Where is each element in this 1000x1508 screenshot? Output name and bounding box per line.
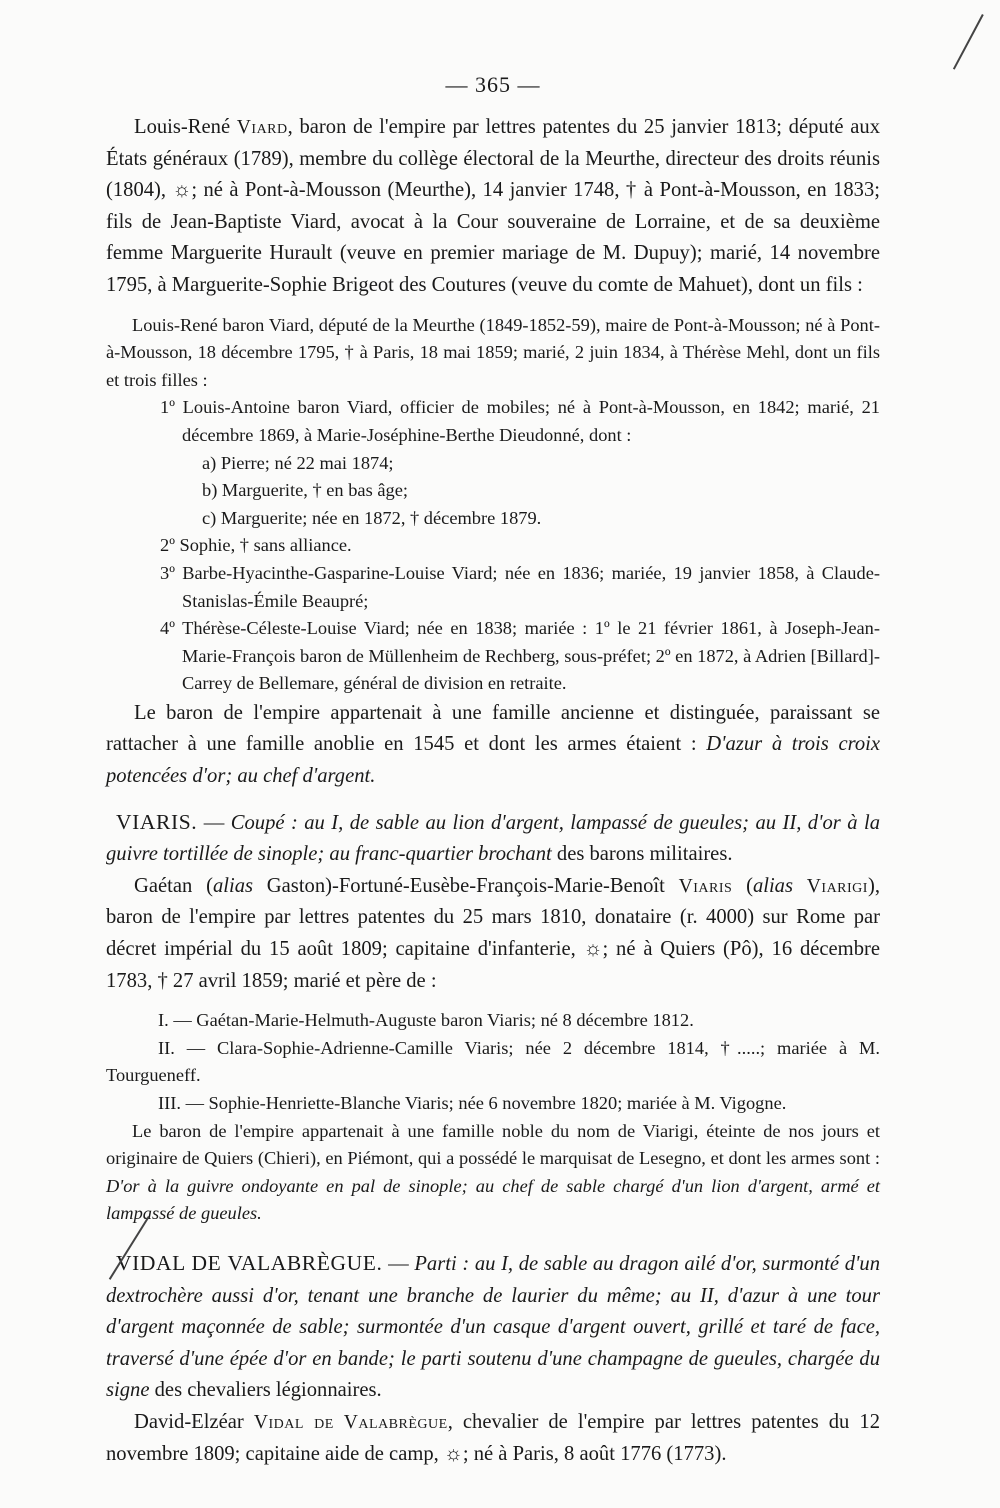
entry-name: VIARIS.	[116, 809, 198, 834]
entry-viaris	[106, 807, 880, 1228]
viard-paragraph-1: Louis-René Viard, baron de l'empire par lettres patentes du 25 janvier 1813; député aux États généraux (1789), membre du collège électoral de la Meurthe, directeur des droits réunis (1804), ☼; né à Pont-à-Mousson (Meurthe), 14 janvier 1748, † à Pont-à-Mousson, en 1833; fils de Jean-Baptiste Viard, avocat à la Cour souveraine de Lorraine, et de sa deuxième femme Marguerite Hurault (veuve en premier mariage de M. Dupuy); marié, 14 novembre 1795, à Marguerite-Sophie Brigeot des Coutures (veuve du comte de Mahuet), dont un fils :	[106, 116, 880, 296]
arms-blazon: Coupé : au I, de sable au lion d'argent, lampassé de gueules; au II, d'or à la guivre tortillée de sinople; au franc-quartier brochant	[106, 811, 881, 866]
vidal-heading: VIDAL DE VALABRÈGUE. — Parti : au I, de sable au dragon ailé d'or, surmonté d'un dextrochère aussi d'or, tenant une branche de laurier du même; au II, d'azur à une tour d'argent maçonnée de sable; surmontée d'un casque d'argent ouvert, grillé et taré de face, traversé d'une épée d'or en bande; le parti soutenu d'une champagne de gueules, chargée du signe des chevaliers légionnaires.	[106, 1250, 880, 1402]
person-name: Viard	[236, 117, 288, 138]
arms-blazon: Parti : au I, de sable au dragon ailé d'or, surmonté d'un dextrochère aussi d'or, tenant une branche de laurier du même; au II, d'azur à une tour d'argent maçonnée de sable; surmontée d'un casque d'argent ouvert, grillé et taré de face, traversé d'une épée d'or en bande; le parti soutenu d'une champagne de gueules, chargée du signe	[106, 1252, 880, 1402]
viard-grandchild-a: a) Pierre; né 22 mai 1874;	[202, 452, 394, 473]
entry-viard	[106, 112, 880, 793]
person-name: Vidal de Valabrègue	[253, 1411, 448, 1433]
viaris-child-1: I. — Gaétan-Marie-Helmuth-Auguste baron Viaris; né 8 décembre 1812.	[158, 1010, 694, 1031]
viard-child-4: 4º Thérèse-Céleste-Louise Viard; née en 1838; mariée : 1º le 21 février 1861, à Joseph-Jean-Marie-François baron de Müllenheim de Rechberg, sous-préfet; 2º en 1872, à Adrien [Billard]-Carrey de Bellemare, général de division en retraite.	[160, 618, 880, 694]
person-name: Viaris	[678, 875, 733, 897]
arms-blazon: D'or à la guivre ondoyante en pal de sinople; au chef de sable chargé d'un lion d'argent, armé et lampassé de gueules.	[106, 1175, 880, 1224]
vidal-paragraph-1: David-Elzéar Vidal de Valabrègue, chevalier de l'empire par lettres patentes du 12 novembre 1809; capitaine aide de camp, ☼; né à Paris, 8 août 1776 (1773).	[106, 1410, 880, 1465]
viard-grandchild-b: b) Marguerite, † en bas âge;	[202, 480, 408, 501]
viaris-paragraph-1: Gaétan (alias Gaston)-Fortuné-Eusèbe-François-Marie-Benoît Viaris (alias Viarigi), baron de l'empire par lettres patentes du 25 mars 1810, donataire (r. 4000) sur Rome par décret impérial du 15 août 1809; capitaine d'infanterie, ☼; né à Quiers (Pô), 16 décembre 1783, † 27 avril 1859; marié et père de :	[106, 874, 880, 992]
viaris-paragraph-2: Le baron de l'empire appartenait à une famille noble du nom de Viarigi, éteinte de nos jours et originaire de Quiers (Chieri), en Piémont, qui a possédé le marquisat de Lesegno, et dont les armes sont : D'or à la guivre ondoyante en pal de sinople; au chef de sable chargé d'un lion d'argent, armé et lampassé de gueules.	[106, 1120, 880, 1224]
entry-name: VIDAL DE VALABRÈGUE.	[116, 1250, 383, 1275]
viard-child-3: 3º Barbe-Hyacinthe-Gasparine-Louise Viard; née en 1836; mariée, 19 janvier 1858, à Claude-Stanislas-Émile Beaupré;	[160, 562, 880, 611]
viard-paragraph-3: Le baron de l'empire appartenait à une famille ancienne et distinguée, paraissant se rattacher à une famille anoblie en 1545 et dont les armes étaient : D'azur à trois croix potencées d'or; au chef d'argent.	[106, 701, 880, 788]
person-name: Viarigi	[806, 875, 868, 897]
viard-child-2: 2º Sophie, † sans alliance.	[160, 535, 352, 556]
viaris-heading: VIARIS. — Coupé : au I, de sable au lion d'argent, lampassé de gueules; au II, d'or à la guivre tortillée de sinople; au franc-quartier brochant des barons militaires.	[106, 809, 881, 866]
viaris-child-2: II. — Clara-Sophie-Adrienne-Camille Viaris; née 2 décembre 1814, †.....; mariée à M. Tourgueneff.	[106, 1037, 880, 1086]
arms-blazon: D'azur à trois croix potencées d'or; au chef d'argent.	[106, 733, 880, 788]
viaris-child-3: III. — Sophie-Henriette-Blanche Viaris; née 6 novembre 1820; mariée à M. Vigogne.	[158, 1093, 787, 1113]
viard-paragraph-2: Louis-René baron Viard, député de la Meurthe (1849-1852-59), maire de Pont-à-Mousson; né à Pont-à-Mousson, 18 décembre 1795, † à Paris, 18 mai 1859; marié, 2 juin 1834, à Thérèse Mehl, dont un fils et trois filles :	[106, 314, 880, 390]
page-number: — 365 —	[445, 72, 541, 97]
entry-vidal	[106, 1248, 880, 1470]
viard-child-1: 1º Louis-Antoine baron Viard, officier de mobiles; né à Pont-à-Mousson, en 1842; marié, 21 décembre 1869, à Marie-Joséphine-Berthe Dieudonné, dont :	[160, 397, 880, 445]
pencil-mark	[953, 14, 984, 70]
viard-grandchild-c: c) Marguerite; née en 1872, † décembre 1879.	[202, 507, 542, 528]
